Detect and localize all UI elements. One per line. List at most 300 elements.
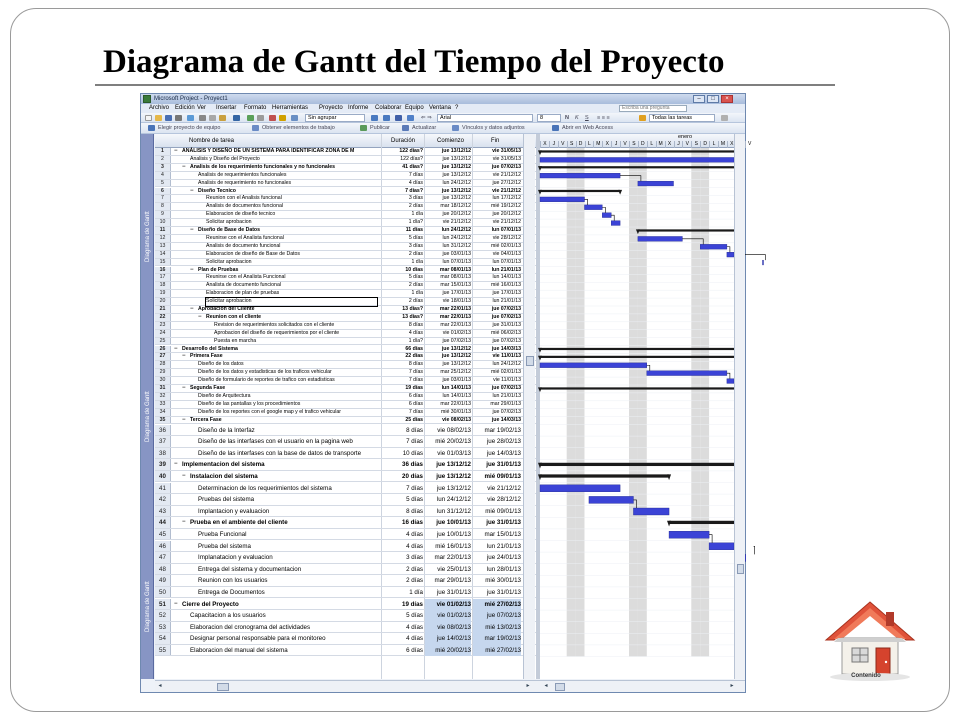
- task-start[interactable]: mar 22/01/13: [434, 554, 471, 562]
- task-name[interactable]: Determinacion de los requerimientos del sistema: [198, 484, 332, 492]
- summary-bar[interactable]: [669, 521, 734, 524]
- task-duration[interactable]: 19 días: [402, 600, 423, 608]
- row-number[interactable]: 4: [155, 172, 171, 179]
- row-number[interactable]: 52: [155, 610, 171, 621]
- row-number[interactable]: 17: [155, 274, 171, 281]
- table-row[interactable]: [155, 306, 537, 314]
- row-number[interactable]: 44: [155, 517, 171, 528]
- row-number[interactable]: 39: [155, 459, 171, 470]
- gantt-hscroll-thumb[interactable]: [555, 683, 565, 691]
- new-icon[interactable]: [145, 115, 152, 121]
- filter-select[interactable]: Todas las tareas: [649, 114, 715, 122]
- menu-item[interactable]: Formato: [244, 105, 267, 111]
- bold-icon[interactable]: N: [565, 115, 569, 121]
- task-bar[interactable]: [585, 205, 603, 210]
- task-finish[interactable]: jue 14/03/13: [491, 416, 521, 423]
- task-name[interactable]: Entrega del sistema y documentacion: [198, 565, 302, 573]
- close-button[interactable]: ×: [721, 95, 733, 103]
- row-number[interactable]: 41: [155, 483, 171, 494]
- task-duration[interactable]: 6 días: [408, 392, 423, 399]
- task-finish[interactable]: mar 15/01/13: [484, 530, 521, 538]
- task-bar[interactable]: [647, 371, 727, 376]
- task-finish[interactable]: lun 07/01/13: [492, 258, 521, 265]
- menu-item[interactable]: Ver: [197, 105, 207, 111]
- preview-icon[interactable]: [187, 115, 194, 121]
- view-label-gantt[interactable]: Diagrama de Gantt: [145, 581, 151, 632]
- team-toolbar-icon[interactable]: [402, 125, 409, 131]
- table-row[interactable]: [155, 353, 537, 361]
- task-name[interactable]: Analisis de documento funcional: [206, 242, 281, 249]
- gantt-scrollbar[interactable]: [734, 134, 745, 679]
- team-toolbar-button[interactable]: Abrir en Web Access: [562, 125, 613, 131]
- task-name[interactable]: Entrega de Documentos: [198, 588, 265, 596]
- task-start[interactable]: vie 21/12/12: [442, 219, 471, 226]
- collapse-icon[interactable]: −: [190, 187, 194, 194]
- collapse-icon[interactable]: −: [190, 266, 194, 273]
- task-start[interactable]: jue 13/12/12: [441, 353, 471, 360]
- task-duration[interactable]: 11 días: [405, 227, 423, 233]
- table-row[interactable]: [155, 290, 537, 298]
- task-start[interactable]: jue 13/12/12: [436, 472, 471, 480]
- task-name[interactable]: Implementacion del sistema: [182, 461, 265, 469]
- table-row[interactable]: [155, 494, 537, 506]
- task-finish[interactable]: vie 21/12/12: [492, 171, 521, 178]
- task-duration[interactable]: 1 día: [411, 211, 423, 218]
- table-row[interactable]: [155, 552, 537, 564]
- zoom-in-icon[interactable]: [371, 115, 378, 121]
- task-start[interactable]: vie 08/02/13: [437, 426, 471, 434]
- task-bar[interactable]: [540, 485, 620, 492]
- task-start[interactable]: vie 01/02/13: [425, 599, 471, 611]
- task-duration[interactable]: 7 días: [408, 408, 423, 415]
- task-name[interactable]: Analisis de los requerimiento funcionales y no funcionales: [190, 163, 335, 170]
- task-finish[interactable]: jue 07/02/13: [491, 306, 521, 312]
- table-row[interactable]: [155, 259, 537, 267]
- table-row[interactable]: [155, 219, 537, 227]
- task-start[interactable]: lun 14/01/13: [442, 392, 471, 399]
- save-icon[interactable]: [165, 115, 172, 121]
- task-name[interactable]: Prueba del sistema: [198, 542, 251, 550]
- team-toolbar-button[interactable]: Publicar: [370, 125, 390, 131]
- row-number[interactable]: 54: [155, 633, 171, 644]
- font-select[interactable]: Arial: [437, 114, 533, 122]
- underline-icon[interactable]: S: [585, 115, 589, 121]
- task-duration[interactable]: 10 días: [405, 266, 423, 273]
- task-bar[interactable]: [638, 181, 674, 186]
- task-name[interactable]: Tercera Fase: [190, 416, 222, 423]
- team-toolbar-button[interactable]: Elegir proyecto de equipo: [158, 125, 221, 131]
- summary-bar[interactable]: [540, 356, 734, 358]
- menu-item[interactable]: Edición: [175, 105, 195, 111]
- task-duration[interactable]: 4 días: [406, 530, 423, 538]
- menu-item[interactable]: Herramientas: [272, 105, 309, 111]
- task-finish[interactable]: mié 16/01/13: [491, 282, 521, 289]
- task-duration[interactable]: 4 días: [406, 542, 423, 550]
- task-duration[interactable]: 7 días: [406, 484, 423, 492]
- task-bar[interactable]: [611, 221, 620, 226]
- task-start[interactable]: mar 29/01/13: [434, 577, 471, 585]
- table-row[interactable]: [155, 436, 537, 448]
- task-name[interactable]: ANÁLISIS Y DISEÑO DE UN SISTEMA PARA IDENTIFICAR ZONA DE M: [182, 148, 355, 154]
- row-number[interactable]: 14: [155, 251, 171, 258]
- table-row[interactable]: [155, 361, 537, 369]
- table-row[interactable]: [155, 610, 537, 622]
- task-name[interactable]: Diseño de Base de Datos: [198, 227, 260, 233]
- task-start[interactable]: jue 20/12/12: [442, 211, 471, 218]
- row-number[interactable]: 27: [155, 353, 171, 360]
- table-row[interactable]: [155, 409, 537, 417]
- view-bar[interactable]: [141, 134, 154, 679]
- summary-bar[interactable]: [540, 387, 734, 389]
- task-finish[interactable]: jue 14/03/13: [491, 345, 521, 352]
- table-row[interactable]: [155, 180, 537, 188]
- scroll-right-icon[interactable]: ▸: [526, 683, 530, 689]
- task-name[interactable]: Solicitar aprobacion: [206, 219, 252, 226]
- task-start[interactable]: mié 20/02/13: [435, 438, 471, 446]
- table-row[interactable]: [155, 251, 537, 259]
- table-row[interactable]: [155, 564, 537, 576]
- table-row[interactable]: [155, 393, 537, 401]
- table-scrollbar[interactable]: [523, 134, 535, 679]
- task-start[interactable]: lun 31/12/12: [442, 242, 471, 249]
- task-duration[interactable]: 8 días: [408, 321, 423, 328]
- task-start[interactable]: jue 17/01/13: [442, 290, 471, 297]
- task-name[interactable]: Pruebas del sistema: [198, 496, 255, 504]
- task-bar[interactable]: [540, 197, 585, 202]
- task-name[interactable]: Diseño Tecnico: [198, 187, 236, 194]
- row-number[interactable]: 49: [155, 575, 171, 586]
- task-name[interactable]: Revision de requerimientos solicitados con el cliente: [214, 321, 335, 328]
- task-finish[interactable]: lun 21/01/13: [491, 266, 521, 273]
- task-name[interactable]: Reunirse con el Analista Funcional: [206, 274, 286, 281]
- task-duration[interactable]: 1 día?: [408, 337, 423, 344]
- task-duration[interactable]: 66 días: [405, 345, 423, 352]
- table-scroll-thumb[interactable]: [526, 356, 534, 366]
- summary-bar[interactable]: [540, 190, 620, 192]
- task-duration[interactable]: 2 días: [408, 298, 423, 305]
- row-number[interactable]: 35: [155, 417, 171, 424]
- task-bar[interactable]: [540, 363, 647, 368]
- task-bar[interactable]: [700, 244, 727, 249]
- task-start[interactable]: lun 24/12/12: [442, 179, 471, 186]
- task-duration[interactable]: 4 días: [408, 179, 423, 186]
- row-number[interactable]: 19: [155, 290, 171, 297]
- task-finish[interactable]: mié 19/12/12: [491, 203, 521, 210]
- task-duration[interactable]: 7 días: [408, 377, 423, 384]
- row-number[interactable]: 21: [155, 306, 171, 313]
- task-duration[interactable]: 1 día: [411, 290, 423, 297]
- task-start[interactable]: mar 22/01/13: [440, 400, 471, 407]
- row-number[interactable]: 46: [155, 541, 171, 552]
- task-finish[interactable]: lun 21/01/13: [492, 392, 521, 399]
- open-icon[interactable]: [155, 115, 162, 121]
- table-row[interactable]: [155, 633, 537, 645]
- task-duration[interactable]: 122 días?: [399, 148, 423, 154]
- collapse-icon[interactable]: −: [174, 345, 178, 352]
- task-finish[interactable]: mié 27/02/13: [473, 645, 521, 657]
- task-duration[interactable]: 22 días: [405, 353, 423, 360]
- task-duration[interactable]: 41 días?: [402, 163, 423, 170]
- task-finish[interactable]: vie 11/01/13: [493, 377, 521, 384]
- task-name[interactable]: Desarrollo del Sistema: [182, 345, 238, 352]
- task-bar[interactable]: [727, 252, 734, 257]
- notes-icon[interactable]: [279, 115, 286, 121]
- table-row[interactable]: [155, 369, 537, 377]
- row-number[interactable]: 18: [155, 282, 171, 289]
- row-number[interactable]: 33: [155, 401, 171, 408]
- task-name[interactable]: Cierre del Proyecto: [182, 600, 239, 608]
- row-number[interactable]: 32: [155, 393, 171, 400]
- task-start[interactable]: vie 18/01/13: [442, 298, 471, 305]
- horizontal-scrollbar[interactable]: [155, 680, 745, 692]
- task-duration[interactable]: 3 días: [408, 242, 423, 249]
- row-number[interactable]: 6: [155, 188, 171, 195]
- task-finish[interactable]: vie 04/01/13: [492, 250, 521, 257]
- task-name[interactable]: Elaboracion del manual del sistema: [190, 646, 288, 654]
- task-duration[interactable]: 13 días?: [402, 313, 423, 320]
- row-number[interactable]: 50: [155, 587, 171, 598]
- table-row[interactable]: [155, 330, 537, 338]
- table-row[interactable]: [155, 401, 537, 409]
- task-name[interactable]: Puesta en marcha: [214, 337, 257, 344]
- summary-bar[interactable]: [638, 229, 734, 231]
- task-duration[interactable]: 1 día?: [408, 219, 423, 226]
- table-row[interactable]: [155, 282, 537, 290]
- table-row[interactable]: [155, 587, 537, 599]
- task-name[interactable]: Diseño de los datos: [198, 361, 244, 368]
- row-number[interactable]: 34: [155, 409, 171, 416]
- task-start[interactable]: jue 13/12/12: [441, 345, 471, 352]
- task-duration[interactable]: 2 días: [406, 577, 423, 585]
- filter-icon[interactable]: [639, 115, 646, 121]
- task-name[interactable]: Diseño de la Interfaz: [198, 426, 255, 434]
- task-duration[interactable]: 7 días: [408, 369, 423, 376]
- task-name[interactable]: Elaboracion de plan de pruebas: [206, 290, 280, 297]
- table-row[interactable]: [155, 377, 537, 385]
- task-info-icon[interactable]: [269, 115, 276, 121]
- table-row[interactable]: [155, 346, 537, 354]
- collapse-icon[interactable]: −: [190, 227, 194, 233]
- task-duration[interactable]: 3 días: [406, 554, 423, 562]
- task-name[interactable]: Diseño de los datos y estadisticas de los traficos vehicular: [198, 369, 332, 376]
- task-start[interactable]: mar 08/01/13: [439, 266, 471, 273]
- row-number[interactable]: 55: [155, 645, 171, 656]
- task-bar[interactable]: [727, 379, 734, 384]
- task-start[interactable]: jue 10/01/13: [436, 530, 471, 538]
- gantt-scroll-left-icon[interactable]: ◂: [544, 683, 548, 689]
- collapse-icon[interactable]: −: [174, 600, 178, 607]
- row-number[interactable]: 7: [155, 195, 171, 202]
- task-duration[interactable]: 4 días: [406, 635, 423, 643]
- row-number[interactable]: 48: [155, 564, 171, 575]
- row-number[interactable]: 42: [155, 494, 171, 505]
- collapse-icon[interactable]: −: [190, 306, 194, 312]
- row-number[interactable]: 8: [155, 203, 171, 210]
- task-name[interactable]: Aprobacion del diseño de requerimientos por el cliente: [214, 329, 340, 336]
- task-finish[interactable]: jue 24/01/13: [486, 554, 521, 562]
- task-duration[interactable]: 4 días: [406, 623, 423, 631]
- summary-bar[interactable]: [540, 463, 734, 466]
- column-header-duration[interactable]: Duración: [391, 138, 416, 144]
- task-finish[interactable]: mié 09/01/13: [484, 472, 521, 480]
- task-finish[interactable]: jue 17/01/13: [492, 290, 521, 297]
- task-finish[interactable]: mié 02/01/13: [491, 369, 521, 376]
- table-row[interactable]: [155, 188, 537, 196]
- task-start[interactable]: jue 13/12/12: [442, 155, 471, 162]
- task-name[interactable]: Primera Fase: [190, 353, 223, 360]
- task-name[interactable]: Analisis de requerimientos funcionales: [198, 171, 287, 178]
- table-row[interactable]: [155, 156, 537, 164]
- task-name[interactable]: Diseño de las interfases con la base de datos de transporte: [198, 449, 362, 457]
- font-size-select[interactable]: 8: [537, 114, 561, 122]
- row-number[interactable]: 12: [155, 235, 171, 242]
- task-name[interactable]: Diseño de formulario de reportes de trafico con estadisticas: [198, 377, 335, 384]
- table-row[interactable]: [155, 541, 537, 553]
- task-duration[interactable]: 16 días: [402, 519, 423, 527]
- task-name[interactable]: Analisis de documentos funcional: [206, 203, 283, 210]
- task-duration[interactable]: 5 días: [406, 612, 423, 620]
- collapse-icon[interactable]: −: [198, 313, 202, 320]
- task-duration[interactable]: 7 días: [406, 438, 423, 446]
- task-duration[interactable]: 19 días: [405, 385, 423, 391]
- task-finish[interactable]: jue 07/02/13: [491, 163, 521, 170]
- table-row[interactable]: [155, 448, 537, 460]
- row-number[interactable]: 25: [155, 338, 171, 345]
- task-start[interactable]: jue 14/02/13: [425, 633, 471, 645]
- task-name[interactable]: Reunion con los usuarios: [198, 577, 268, 585]
- task-start[interactable]: lun 24/12/12: [436, 496, 471, 504]
- italic-icon[interactable]: K: [575, 115, 579, 121]
- task-start[interactable]: jue 13/12/12: [441, 148, 471, 154]
- task-finish[interactable]: mié 30/01/13: [485, 577, 521, 585]
- task-bar[interactable]: [540, 173, 620, 178]
- task-finish[interactable]: vie 21/12/12: [492, 219, 521, 226]
- task-finish[interactable]: vie 28/12/12: [487, 496, 521, 504]
- task-duration[interactable]: 6 días: [408, 400, 423, 407]
- table-row[interactable]: [155, 425, 537, 437]
- task-duration[interactable]: 13 días?: [402, 306, 423, 312]
- row-number[interactable]: 29: [155, 369, 171, 376]
- table-row[interactable]: [155, 298, 537, 306]
- align-icons[interactable]: ≡ ≡ ≡: [597, 115, 610, 121]
- collapse-icon[interactable]: −: [182, 472, 186, 479]
- task-duration[interactable]: 36 días: [402, 461, 423, 469]
- table-hscroll-thumb[interactable]: [217, 683, 229, 691]
- task-finish[interactable]: jue 31/01/13: [492, 321, 521, 328]
- task-name[interactable]: Solicitar aprobacion: [206, 258, 252, 265]
- task-finish[interactable]: vie 28/12/12: [492, 234, 521, 241]
- task-name[interactable]: Plan de Pruebas: [198, 266, 239, 273]
- row-number[interactable]: 51: [155, 599, 171, 610]
- task-duration[interactable]: 1 día: [409, 588, 423, 596]
- task-start[interactable]: jue 13/12/12: [442, 361, 471, 368]
- team-toolbar-button[interactable]: Obtener elementos de trabajo: [262, 125, 335, 131]
- table-row[interactable]: [155, 227, 537, 235]
- task-start[interactable]: mié 20/02/13: [425, 645, 471, 657]
- task-duration[interactable]: 8 días: [406, 426, 423, 434]
- table-row[interactable]: [155, 529, 537, 541]
- task-start[interactable]: jue 31/01/13: [436, 588, 471, 596]
- task-start[interactable]: jue 10/01/13: [436, 519, 471, 527]
- menu-item[interactable]: Insertar: [216, 105, 237, 111]
- task-finish[interactable]: jue 28/02/13: [486, 438, 521, 446]
- task-name[interactable]: Reunirse con el Analista funcional: [206, 234, 284, 241]
- menu-item[interactable]: Archivo: [149, 105, 170, 111]
- row-number[interactable]: 28: [155, 361, 171, 368]
- task-finish[interactable]: mié 06/02/13: [491, 329, 521, 336]
- paste-icon[interactable]: [219, 115, 226, 121]
- task-name[interactable]: Elaboracion de diseño de Base de Datos: [206, 250, 301, 257]
- row-number[interactable]: 22: [155, 314, 171, 321]
- summary-bar[interactable]: [540, 166, 734, 168]
- task-start[interactable]: jue 13/12/12: [436, 461, 471, 469]
- task-name[interactable]: Implantacion y evaluacion: [198, 507, 270, 515]
- task-start[interactable]: vie 01/02/13: [442, 329, 471, 336]
- task-start[interactable]: lun 07/01/13: [442, 258, 471, 265]
- task-start[interactable]: mar 08/01/13: [440, 274, 471, 281]
- task-bar[interactable]: [669, 531, 709, 538]
- row-number[interactable]: 3: [155, 164, 171, 171]
- task-finish[interactable]: jue 20/12/12: [492, 211, 521, 218]
- task-finish[interactable]: jue 07/02/13: [491, 385, 521, 391]
- task-start[interactable]: vie 25/01/13: [437, 565, 471, 573]
- undo-icon[interactable]: [233, 115, 240, 121]
- menu-item[interactable]: Colaborar: [375, 105, 402, 111]
- summary-bar[interactable]: [540, 474, 669, 477]
- gantt-scroll-right-icon[interactable]: ▸: [730, 683, 734, 689]
- task-start[interactable]: lun 14/01/13: [441, 385, 471, 391]
- column-header-name[interactable]: Nombre de tarea: [189, 138, 235, 144]
- task-finish[interactable]: jue 07/02/13: [492, 337, 521, 344]
- zoom-out-icon[interactable]: [383, 115, 390, 121]
- task-finish[interactable]: vie 31/05/13: [492, 148, 521, 154]
- task-finish[interactable]: mié 27/02/13: [473, 599, 521, 611]
- task-finish[interactable]: vie 31/05/13: [492, 155, 521, 162]
- table-row[interactable]: [155, 195, 537, 203]
- task-name[interactable]: Diseño de las pantallas y los procedimientos: [198, 400, 301, 407]
- task-start[interactable]: jue 03/01/13: [442, 377, 471, 384]
- team-toolbar-icon[interactable]: [148, 125, 155, 131]
- task-start[interactable]: mar 25/12/12: [440, 369, 471, 376]
- summary-bar[interactable]: [540, 348, 734, 350]
- team-toolbar-button[interactable]: Actualizar: [412, 125, 437, 131]
- row-number[interactable]: 20: [155, 298, 171, 305]
- task-finish[interactable]: lun 21/01/13: [492, 298, 521, 305]
- collapse-icon[interactable]: −: [182, 353, 186, 360]
- home-caption[interactable]: Contenido: [851, 673, 881, 679]
- column-header-start[interactable]: Comienzo: [437, 138, 465, 144]
- task-duration[interactable]: 5 días: [408, 274, 423, 281]
- task-start[interactable]: jue 13/12/12: [436, 484, 471, 492]
- table-row[interactable]: [155, 417, 537, 425]
- row-number[interactable]: 30: [155, 377, 171, 384]
- task-finish[interactable]: jue 31/01/13: [486, 519, 521, 527]
- task-finish[interactable]: jue 31/01/13: [486, 588, 521, 596]
- task-duration[interactable]: 2 días: [408, 282, 423, 289]
- row-number[interactable]: 38: [155, 448, 171, 459]
- task-duration[interactable]: 8 días: [406, 507, 423, 515]
- row-number[interactable]: 37: [155, 436, 171, 447]
- task-duration[interactable]: 1 día: [411, 258, 423, 265]
- task-name[interactable]: Segunda Fase: [190, 385, 226, 391]
- maximize-button[interactable]: □: [707, 95, 719, 103]
- task-finish[interactable]: jue 07/02/13: [473, 610, 521, 622]
- help-icon[interactable]: [407, 115, 414, 121]
- task-name[interactable]: Reunion con el Analisis funcional: [206, 195, 282, 202]
- table-row[interactable]: [155, 314, 537, 322]
- row-number[interactable]: 2: [155, 156, 171, 163]
- task-finish[interactable]: lun 17/12/12: [492, 195, 521, 202]
